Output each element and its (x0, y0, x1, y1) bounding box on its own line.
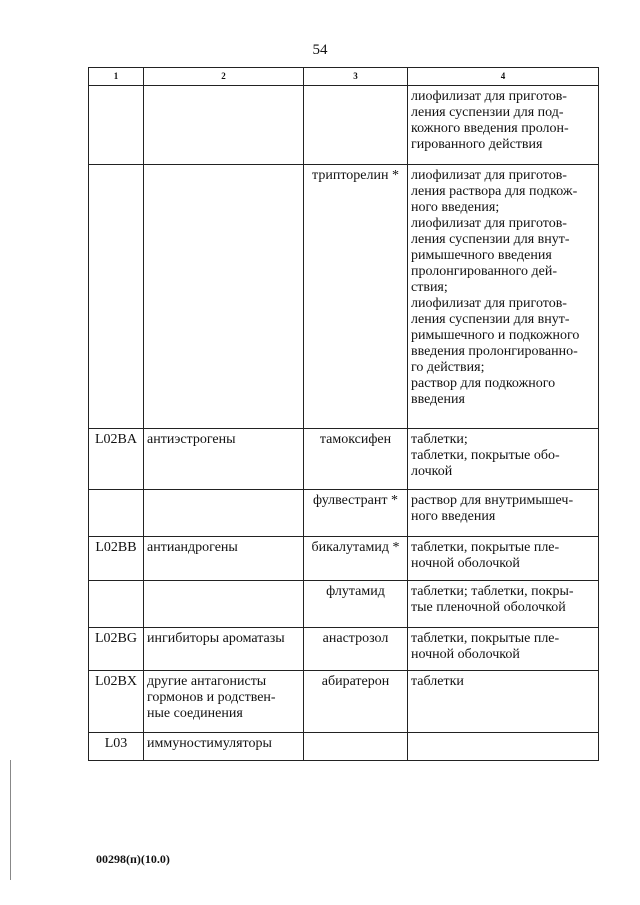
atc-code (89, 165, 144, 429)
header-col-3: 3 (304, 68, 408, 86)
drug-name: флутамид (304, 581, 408, 628)
page-number: 54 (312, 42, 328, 58)
group-name: ингибиторы ароматазы (144, 628, 304, 671)
header-col-4: 4 (408, 68, 599, 86)
atc-code: L02BA (89, 429, 144, 490)
dosage-form: таблетки; таблетки, покрытые обо- лочкой (408, 429, 599, 490)
drug-name (304, 86, 408, 165)
drug-name: трипторелин * (304, 165, 408, 429)
dosage-form: раствор для внутримышеч- ного введения (408, 490, 599, 537)
table-row (89, 581, 599, 628)
header-col-1: 1 (89, 68, 144, 86)
drug-name: тамоксифен (304, 429, 408, 490)
atc-code (89, 581, 144, 628)
scan-margin-line (10, 760, 11, 880)
group-name (144, 86, 304, 165)
table-row (89, 733, 599, 761)
atc-code: L02BB (89, 537, 144, 581)
drug-name: бикалутамид * (304, 537, 408, 581)
header-row (89, 68, 599, 86)
table-row (89, 537, 599, 581)
dosage-form: лиофилизат для приготов- ления суспензии для под- кожного введения пролон- гированного действия (408, 86, 599, 165)
dosage-form: таблетки, покрытые пле- ночной оболочкой (408, 628, 599, 671)
group-name: другие антагонисты гормонов и родствен- ные соединения (144, 671, 304, 733)
drug-name: фулвестрант * (304, 490, 408, 537)
group-name: антиандрогены (144, 537, 304, 581)
dosage-form (408, 733, 599, 761)
drug-name: абиратерон (304, 671, 408, 733)
atc-code (89, 86, 144, 165)
atc-code (89, 490, 144, 537)
group-name (144, 581, 304, 628)
group-name: иммуностимуляторы (144, 733, 304, 761)
dosage-form: таблетки (408, 671, 599, 733)
table-row (89, 429, 599, 490)
table-row (89, 165, 599, 429)
dosage-form: таблетки, покрытые пле- ночной оболочкой (408, 537, 599, 581)
group-name: антиэстрогены (144, 429, 304, 490)
drug-table (88, 67, 599, 761)
dosage-form: таблетки; таблетки, покры- тые пленочной оболочкой (408, 581, 599, 628)
header-col-2: 2 (144, 68, 304, 86)
table-row (89, 490, 599, 537)
table-row (89, 86, 599, 165)
drug-name (304, 733, 408, 761)
group-name (144, 490, 304, 537)
group-name (144, 165, 304, 429)
table-row (89, 671, 599, 733)
dosage-form: лиофилизат для приготов- ления раствора для подкож- ного введения; лиофилизат для приготов- ления суспензии для внут- римышечного введения пролонгированного дей- ствия; лиофилизат для приготов- ления суспензии для внут- римышечного и подкожного введения пролонгированно- го действия; раствор для подкожного введения (408, 165, 599, 429)
drug-name: анастрозол (304, 628, 408, 671)
document-code: 00298(п)(10.0) (96, 852, 170, 866)
atc-code: L02BX (89, 671, 144, 733)
table-row (89, 628, 599, 671)
atc-code: L03 (89, 733, 144, 761)
atc-code: L02BG (89, 628, 144, 671)
